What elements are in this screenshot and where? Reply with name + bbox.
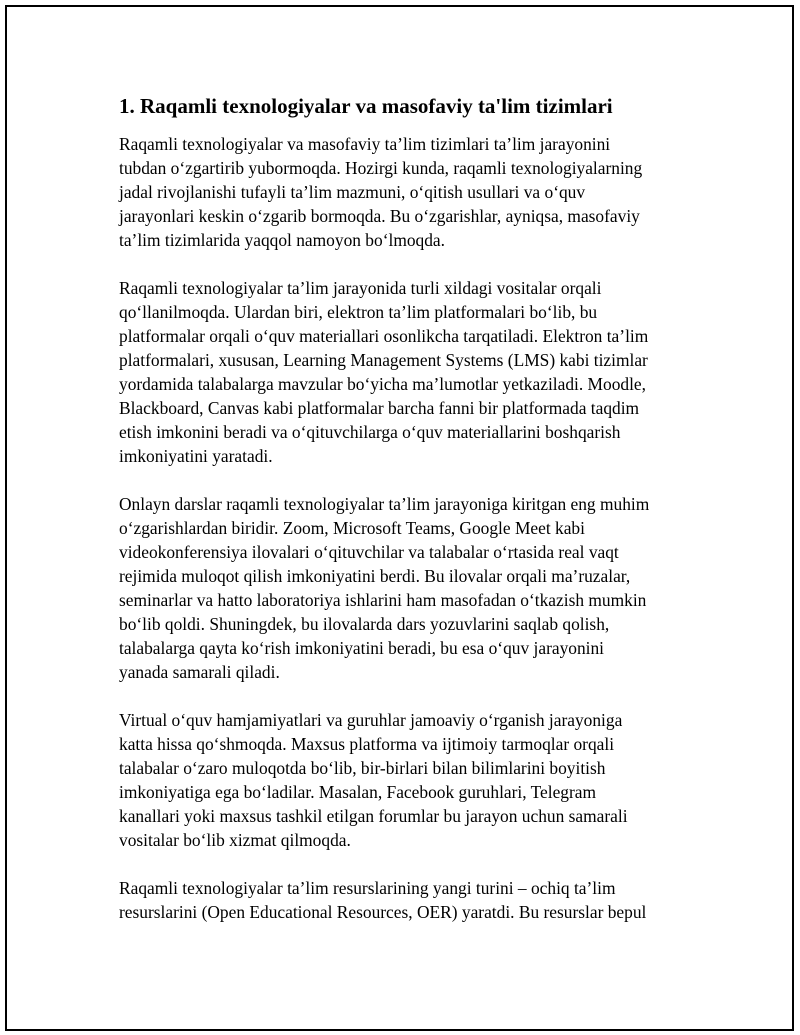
paragraph-5: Raqamli texnologiyalar ta’lim resurslarining yangi turini – ochiq ta’lim resurslarini (Open Educational Resources, OER) yaratdi. Bu resurslar bepul <box>119 878 647 922</box>
section-heading: 1. Raqamli texnologiyalar va masofaviy ta'lim tizimlari <box>119 94 613 118</box>
paragraph-3: Onlayn darslar raqamli texnologiyalar ta’lim jarayoniga kiritgan eng muhim o‘zgarishlardan biridir. Zoom, Microsoft Teams, Google Meet kabi videokonferensiya ilovalari o‘qituvchilar va talabalar o‘rtasida real vaqt rejimida muloqot qilish imkoniyatini berdi. Bu ilovalar orqali ma’ruzalar, seminarlar va hatto laboratoriya ishlarini ham masofadan o‘tkazish mumkin bo‘lib qoldi. Shuningdek, bu ilovalarda dars yozuvlarini saqlab qolish, talabalarga qayta ko‘rish imkoniyatini beradi, bu esa o‘quv jarayonini yanada samarali qiladi. <box>119 494 650 682</box>
document-body <box>119 92 689 948</box>
paragraph-2: Raqamli texnologiyalar ta’lim jarayonida turli xildagi vositalar orqali qo‘llanilmoqda. Ulardan biri, elektron ta’lim platformalari bo‘lib, bu platformalar orqali o‘quv materiallari osonlikcha tarqatiladi. Elektron ta’lim platformalari, xususan, Learning Management Systems (LMS) kabi tizimlar yordamida talabalarga mavzular bo‘yicha ma’lumotlar yetkaziladi. Moodle, Blackboard, Canvas kabi platformalar barcha fanni bir platformada taqdim etish imkonini beradi va o‘qituvchilarga o‘quv materiallarini boshqarish imkoniyatini yaratadi. <box>119 278 649 466</box>
paragraph-4: Virtual o‘quv hamjamiyatlari va guruhlar jamoaviy o‘rganish jarayoniga katta hissa qo‘shmoqda. Maxsus platforma va ijtimoiy tarmoqlar orqali talabalar o‘zaro muloqotda bo‘lib, bir-birlari bilan bilimlarini boyitish imkoniyatiga ega bo‘ladilar. Masalan, Facebook guruhlari, Telegram kanallari yoki maxsus tashkil etilgan forumlar bu jarayon uchun samarali vositalar bo‘lib xizmat qilmoqda. <box>119 710 628 850</box>
paragraph-1: Raqamli texnologiyalar va masofaviy ta’lim tizimlari ta’lim jarayonini tubdan o‘zgartirib yubormoqda. Hozirgi kunda, raqamli texnologiyalarning jadal rivojlanishi tufayli ta’lim mazmuni, o‘qitish usullari va o‘quv jarayonlari keskin o‘zgarib bormoqda. Bu o‘zgarishlar, ayniqsa, masofaviy ta’lim tizimlarida yaqqol namoyon bo‘lmoqda. <box>119 134 643 250</box>
